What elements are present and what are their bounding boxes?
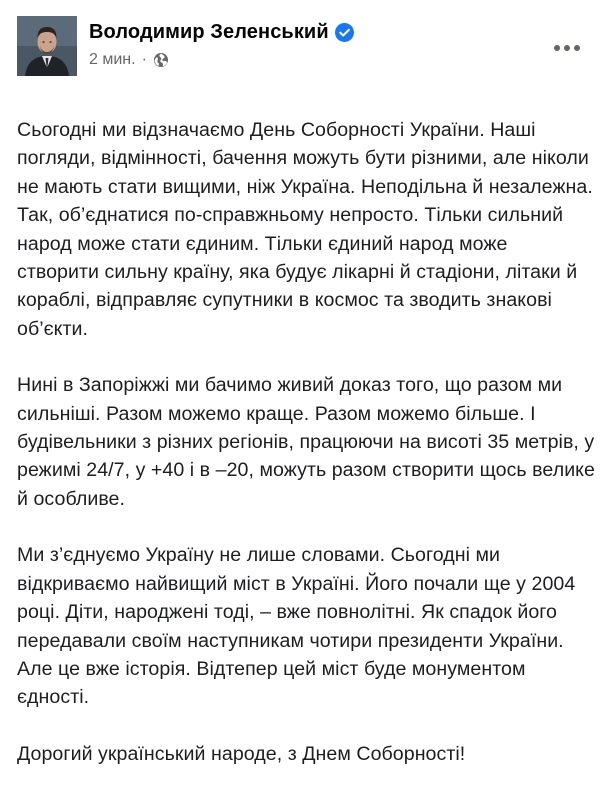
post-paragraph [17,541,597,711]
post-text-line: об’єкти. [17,317,89,340]
post-text-line: погляди, відмінності, бачення можуть бути різними, але ніколи [17,147,589,170]
post-text-line: сильніші. Разом можемо краще. Разом можемо більше. І [17,402,536,425]
post-text-line: Нині в Запоріжжі ми бачимо живий доказ того, що разом ми [17,374,563,397]
post-text-line: передавали своїм наступникам чотири президенти України. [17,629,564,652]
post-text-line: відкриваємо найвищий міст в Україні. Його почали ще у 2004 [17,572,576,595]
post-text-line: створити сильну країну, яка будує лікарні й стадіони, літаки й [17,261,578,284]
post-paragraph [17,371,597,513]
more-options-button[interactable] [550,38,584,58]
more-options-icon-dot [574,45,580,51]
post-content [17,116,597,796]
more-options-icon-dot [564,45,570,51]
more-options-icon [554,45,560,51]
post-text-line: Так, об’єднатися по-справжньому непросто. Тільки сильний [17,204,564,227]
post-text-line: Дорогий український народе, з Днем Соборності! [17,742,466,765]
avatar[interactable] [17,16,77,76]
verified-badge-icon [335,23,354,42]
post-header [17,16,606,80]
post-text-line: народ може стати єдиним. Тільки єдиний народ може [17,232,508,255]
post-meta [89,48,354,72]
post-text-line: кораблі, відправляє супутники в космос та зводить знакові [17,289,552,312]
post-text-line: Сьогодні ми відзначаємо День Соборності України. Наші [17,119,536,141]
post-paragraph [17,116,597,343]
post-text-line: не мають стати вищими, ніж Україна. Неподільна й незалежна. [17,175,593,198]
globe-icon[interactable] [153,52,169,68]
post-timestamp[interactable]: 2 мин. [89,51,136,68]
post-text-line: будівельники з різних регіонів, працюючи на висоті 35 метрів, у [17,431,595,454]
author-block [89,18,354,72]
meta-separator: · [141,51,147,68]
avatar-photo-icon [17,16,77,76]
post-text-line: Але це вже історія. Відтепер цей міст буде монументом [17,657,526,680]
post-paragraph [17,740,597,768]
post-text-line: єдності. [17,686,90,709]
post-text-line: режимі 24/7, у +40 і в –20, можуть разом створити щось велике [17,459,595,482]
post-text-line: році. Діти, народжені тоді, – вже повнолітні. Як спадок його [17,601,557,624]
post-text-line: й особливе. [17,487,125,510]
author-row [89,18,354,46]
author-name[interactable]: Володимир Зеленський [89,20,329,43]
post-text-line: Ми з’єднуємо Україну не лише словами. Сьогодні ми [17,544,501,567]
